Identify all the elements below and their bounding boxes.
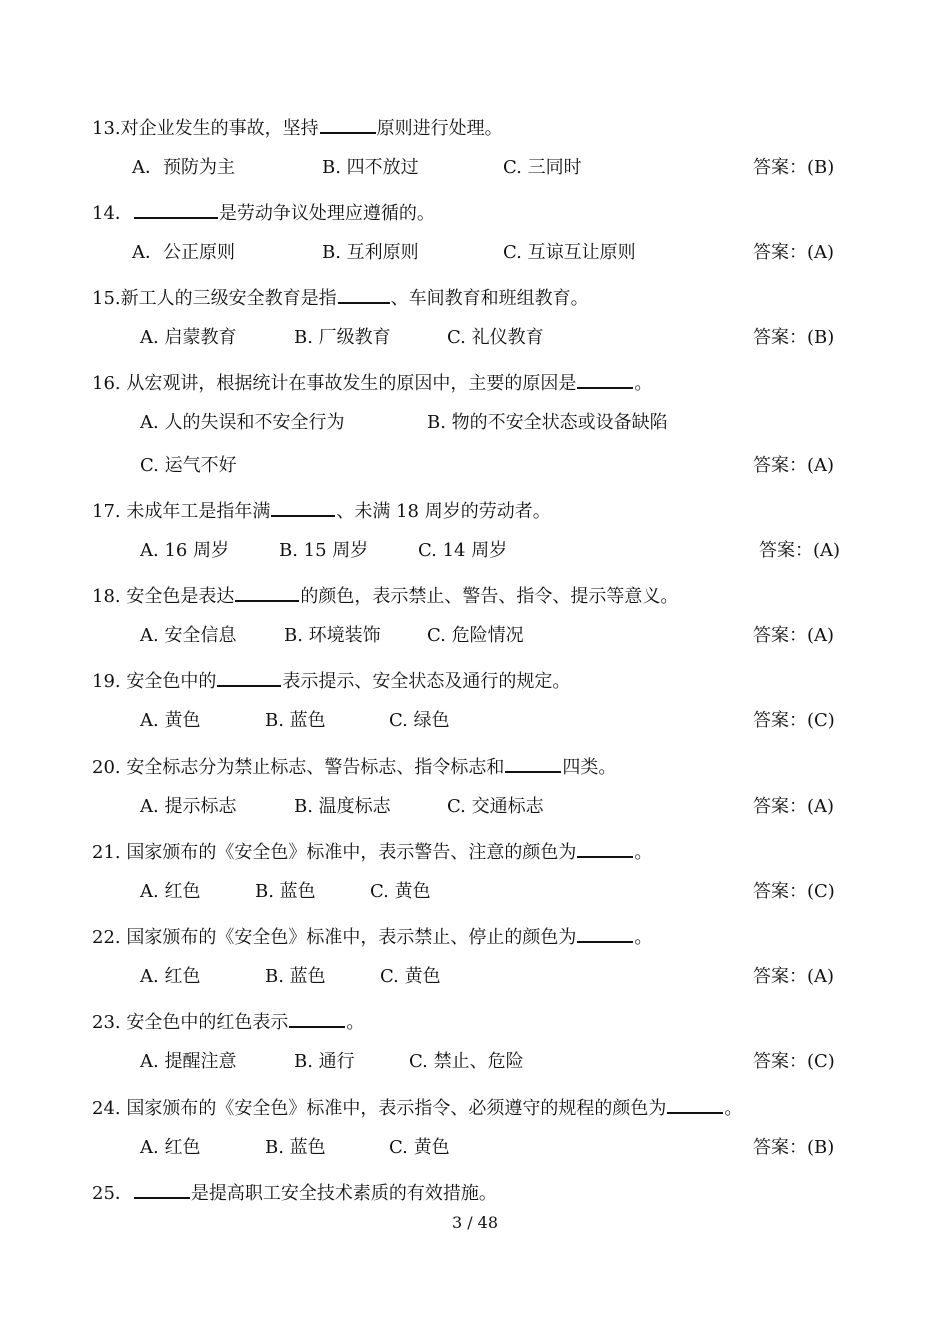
question-text-after: 。: [634, 927, 653, 948]
answer-label: 答案：(C): [753, 1051, 835, 1072]
option-a: A．公正原则: [132, 242, 235, 263]
question-text-after: 是提高职工安全技术素质的有效措施。: [190, 1183, 497, 1204]
question-24: [92, 1094, 742, 1121]
question-text: 14．: [92, 203, 133, 224]
option-c: C. 交通标志: [447, 796, 544, 817]
answer-label: 答案：(B): [753, 157, 835, 178]
question-text-after: 。: [634, 842, 653, 863]
answer-label: 答案：(A): [753, 625, 835, 646]
options-row-22: [0, 965, 950, 989]
question-17: [92, 497, 551, 524]
option-c: C. 黄色: [380, 966, 441, 987]
options-row-21: [0, 880, 950, 904]
option-a: A. 红色: [140, 1137, 201, 1158]
question-text-after: 四类。: [562, 757, 617, 778]
options-row-15: [0, 326, 950, 350]
option-c: C. 运气不好: [140, 455, 237, 476]
question-text: 13.对企业发生的事故，坚持: [92, 118, 319, 139]
option-b: B. 环境装饰: [284, 625, 381, 646]
options-row-20: [0, 795, 950, 819]
question-text-after: 、车间教育和班组教育。: [390, 288, 589, 309]
option-b: B. 蓝色: [265, 1137, 326, 1158]
question-text: 22. 国家颁布的《安全色》标准中，表示禁止、停止的颜色为: [92, 927, 577, 948]
answer-blank: [577, 369, 633, 389]
option-b: B. 蓝色: [265, 710, 326, 731]
answer-label: 答案：(A): [759, 540, 841, 561]
answer-blank: [577, 923, 633, 943]
option-c: C. 互谅互让原则: [503, 242, 636, 263]
answer-blank: [134, 199, 218, 219]
question-19: [92, 667, 570, 694]
answer-blank: [289, 1008, 345, 1028]
options-row-19: [0, 709, 950, 733]
option-c: C. 黄色: [370, 881, 431, 902]
question-text-after: 、未满 18 周岁的劳动者。: [336, 501, 551, 522]
question-text-after: 。: [634, 373, 653, 394]
answer-blank: [320, 114, 376, 134]
answer-label: 答案：(A): [753, 242, 835, 263]
option-a: A. 启蒙教育: [140, 327, 237, 348]
option-b: B. 通行: [294, 1051, 355, 1072]
options-row-23: [0, 1050, 950, 1074]
question-text-after: 。: [724, 1098, 743, 1119]
answer-label: 答案：(A): [753, 455, 835, 476]
answer-blank: [235, 582, 299, 602]
answer-blank: [577, 838, 633, 858]
answer-blank: [338, 284, 390, 304]
question-22: [92, 923, 652, 950]
options-row-16a: [0, 411, 950, 435]
option-a: A. 红色: [140, 966, 201, 987]
question-13: [92, 114, 503, 141]
option-b: B. 互利原则: [322, 242, 419, 263]
question-15: [92, 284, 589, 311]
option-c: C. 黄色: [389, 1137, 450, 1158]
question-23: [92, 1008, 364, 1035]
options-row-17: [0, 539, 950, 563]
option-a: A. 红色: [140, 881, 201, 902]
option-b: B. 15 周岁: [279, 540, 369, 561]
options-row-14: [0, 241, 950, 265]
option-a: A. 安全信息: [140, 625, 237, 646]
answer-label: 答案：(C): [753, 881, 835, 902]
option-a: A. 16 周岁: [140, 540, 230, 561]
question-text: 23. 安全色中的红色表示: [92, 1012, 289, 1033]
option-a: A. 提示标志: [140, 796, 237, 817]
answer-blank: [505, 753, 561, 773]
option-a: A. 提醒注意: [140, 1051, 237, 1072]
question-text: 19. 安全色中的: [92, 671, 217, 692]
option-c: C. 三同时: [503, 157, 582, 178]
options-row-16b: [0, 454, 950, 478]
question-text-after: 。: [346, 1012, 365, 1033]
option-a: A. 黄色: [140, 710, 201, 731]
answer-label: 答案：(B): [753, 327, 835, 348]
question-text: 21. 国家颁布的《安全色》标准中，表示警告、注意的颜色为: [92, 842, 577, 863]
answer-label: 答案：(A): [753, 796, 835, 817]
answer-label: 答案：(A): [753, 966, 835, 987]
answer-blank: [217, 667, 281, 687]
page-number: 3 / 48: [451, 1213, 499, 1232]
option-b: B. 蓝色: [255, 881, 316, 902]
question-21: [92, 838, 652, 865]
question-text-after: 的颜色，表示禁止、警告、指令、提示等意义。: [300, 586, 679, 607]
question-text: 25．: [92, 1183, 133, 1204]
question-text-after: 原则进行处理。: [376, 118, 503, 139]
option-b: B. 厂级教育: [294, 327, 391, 348]
answer-blank: [271, 497, 335, 517]
question-text-after: 表示提示、安全状态及通行的规定。: [282, 671, 571, 692]
option-a: A．预防为主: [132, 157, 235, 178]
question-18: [92, 582, 678, 609]
question-16: [92, 369, 652, 396]
answer-label: 答案：(B): [753, 1137, 835, 1158]
question-text: 17. 未成年工是指年满: [92, 501, 271, 522]
option-b: B. 蓝色: [265, 966, 326, 987]
question-text: 18. 安全色是表达: [92, 586, 235, 607]
question-20: [92, 753, 616, 780]
answer-label: 答案：(C): [753, 710, 835, 731]
option-c: C. 危险情况: [427, 625, 524, 646]
question-25: [92, 1179, 497, 1206]
option-c: C. 14 周岁: [418, 540, 508, 561]
answer-blank: [134, 1179, 190, 1199]
question-text: 16. 从宏观讲，根据统计在事故发生的原因中，主要的原因是: [92, 373, 577, 394]
options-row-13: [0, 156, 950, 180]
option-b: B. 温度标志: [294, 796, 391, 817]
options-row-24: [0, 1136, 950, 1160]
option-c: C. 礼仪教育: [447, 327, 544, 348]
question-14: [92, 199, 435, 226]
option-c: C. 绿色: [389, 710, 450, 731]
question-text: 15.新工人的三级安全教育是指: [92, 288, 337, 309]
options-row-18: [0, 624, 950, 648]
option-b: B. 物的不安全状态或设备缺陷: [427, 412, 668, 433]
option-a: A. 人的失误和不安全行为: [140, 412, 345, 433]
option-b: B. 四不放过: [322, 157, 419, 178]
answer-blank: [667, 1094, 723, 1114]
question-text: 24. 国家颁布的《安全色》标准中，表示指令、必须遵守的规程的颜色为: [92, 1098, 667, 1119]
question-text-after: 是劳动争议处理应遵循的。: [218, 203, 435, 224]
question-text: 20. 安全标志分为禁止标志、警告标志、指令标志和: [92, 757, 505, 778]
option-c: C. 禁止、危险: [409, 1051, 524, 1072]
